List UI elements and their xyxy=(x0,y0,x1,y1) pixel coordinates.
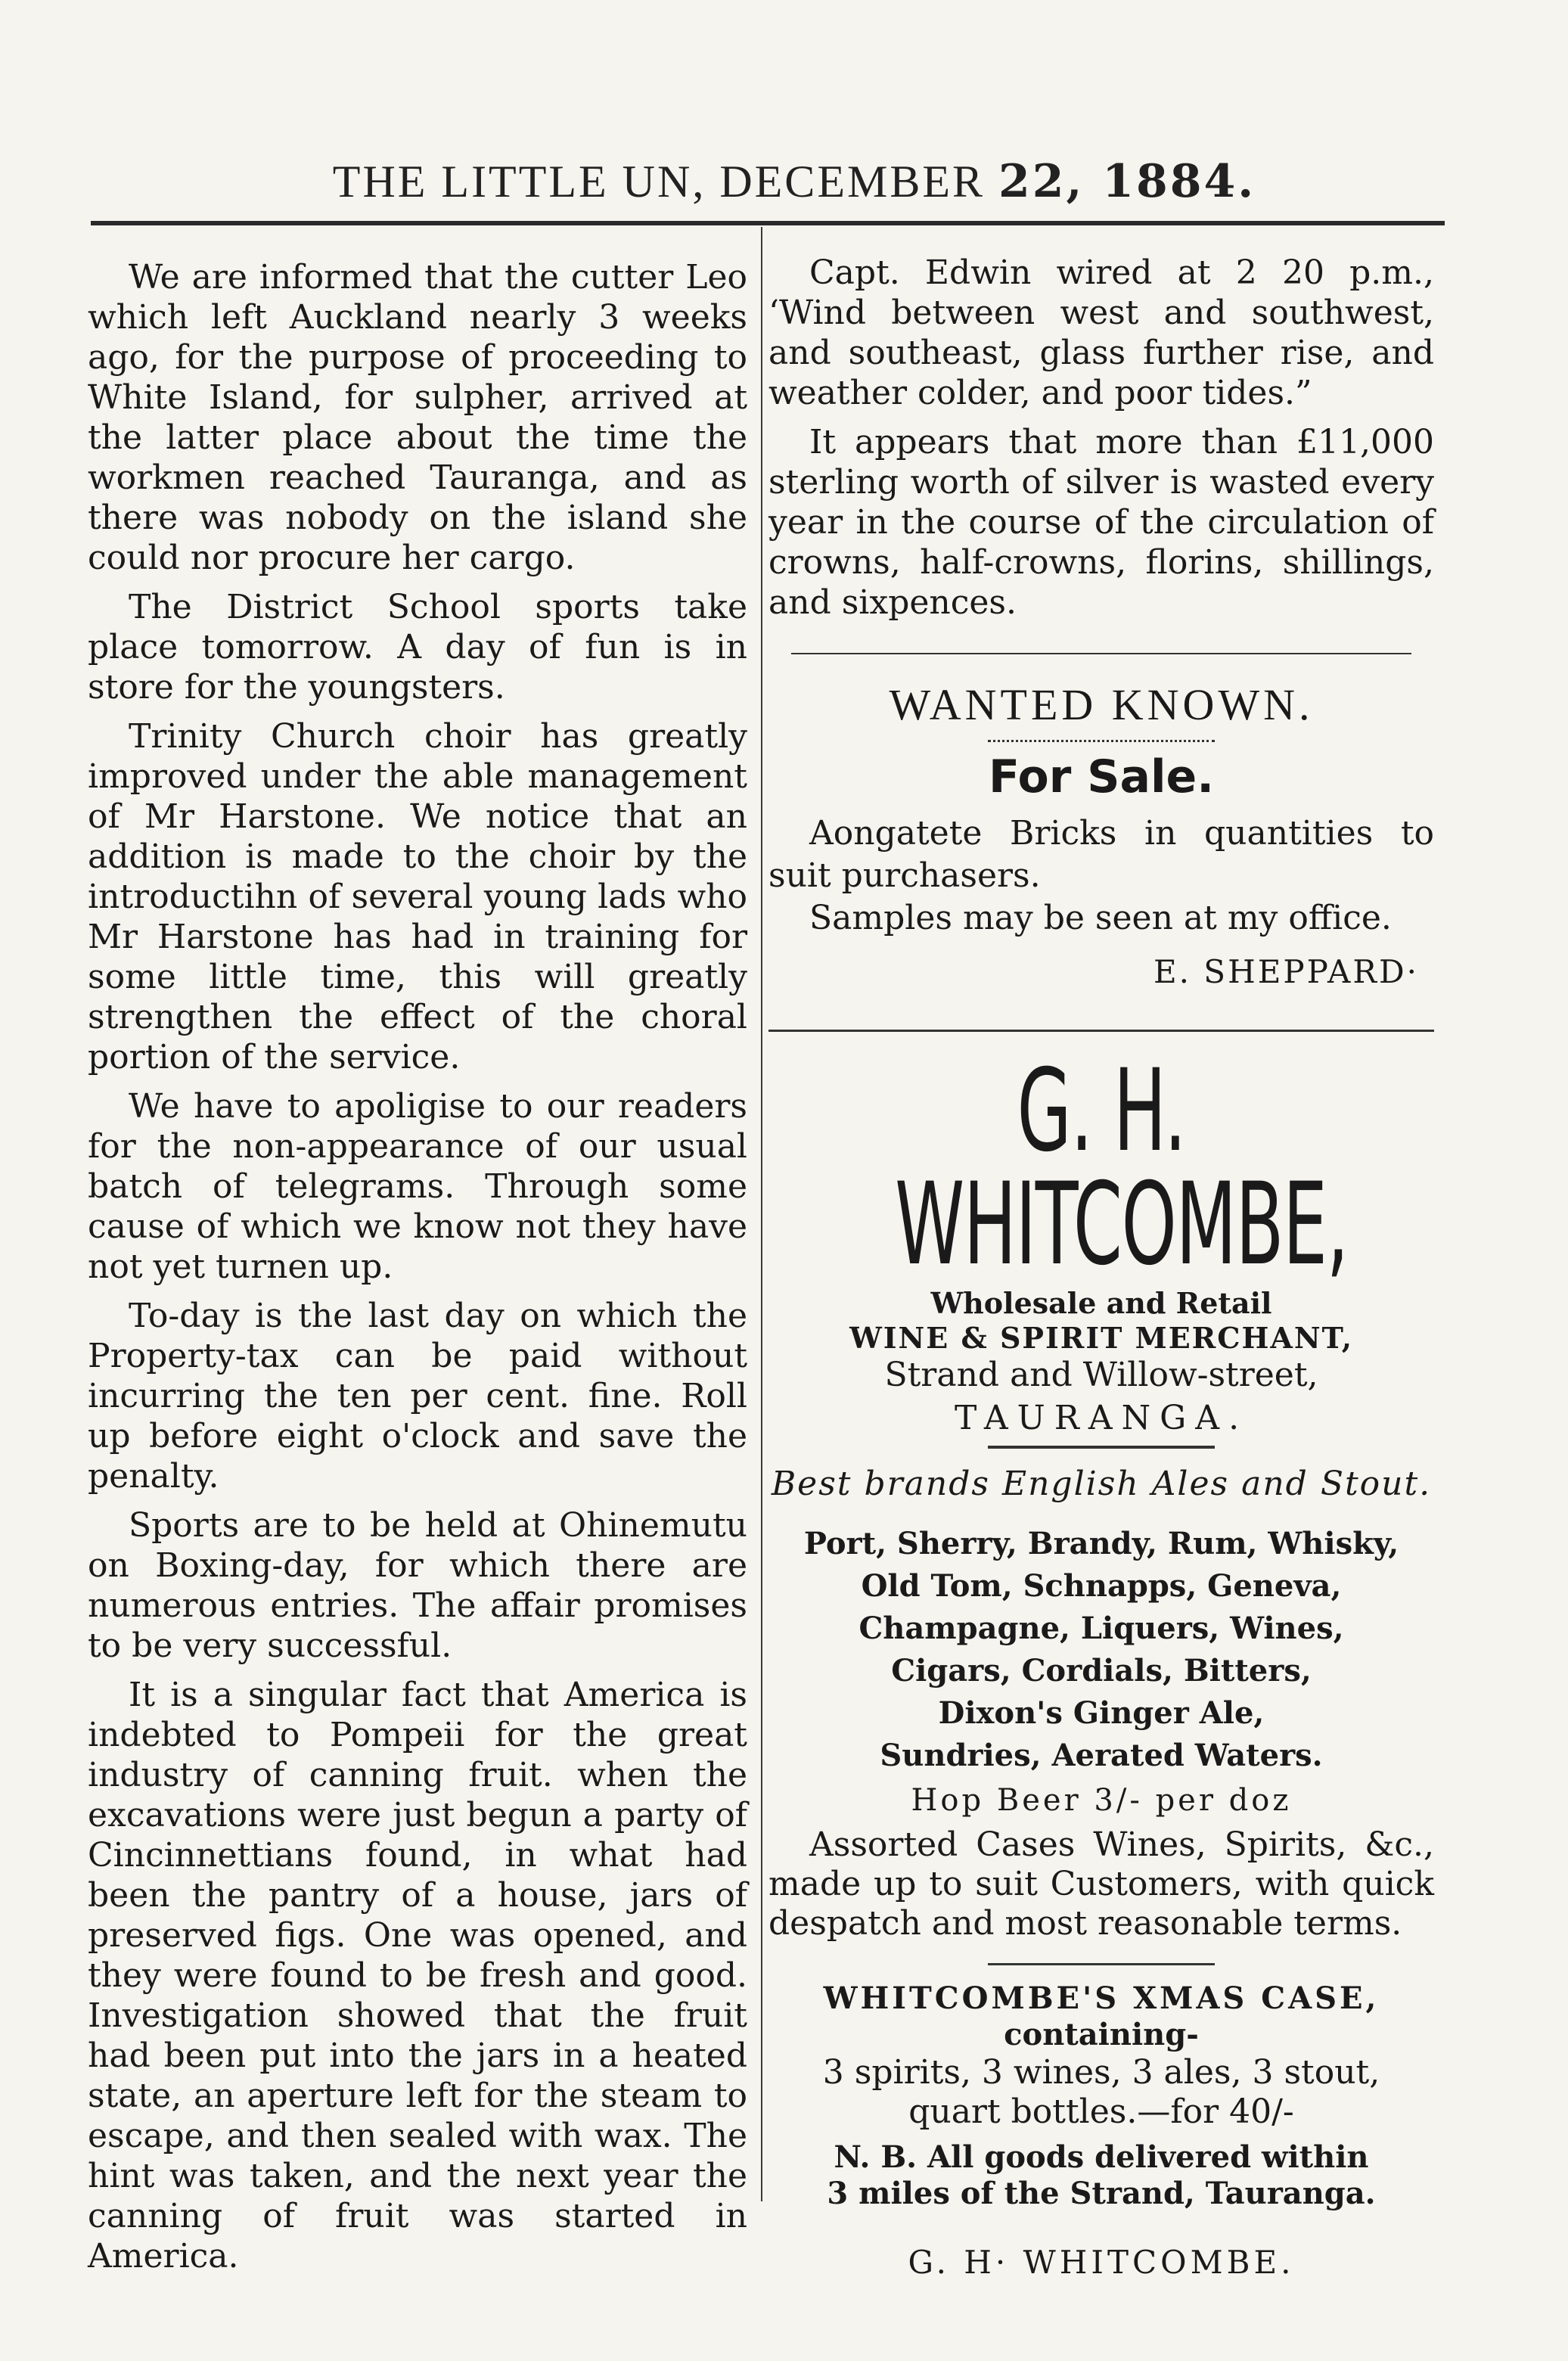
masthead-month: DECEMBER xyxy=(719,157,986,207)
decorative-rule xyxy=(988,1446,1215,1449)
address-line: Strand and Willow-street, xyxy=(884,1356,1318,1394)
masthead-rule xyxy=(91,221,1445,225)
xmas-contents: 3 spirits, 3 wines, 3 ales, 3 stout, xyxy=(822,2053,1380,2092)
product-line: Cigars, Cordials, Bitters, xyxy=(891,1653,1312,1688)
ad-line: Samples may be seen at my office. xyxy=(809,899,1392,937)
trade-line: WINE & SPIRIT MERCHANT, xyxy=(849,1321,1353,1355)
article-paragraph: The District School sports take place tomorrow. A day of fun is in store for the youngsters. xyxy=(88,588,747,707)
wanted-known-ad xyxy=(768,680,1434,992)
article-paragraph: To-day is the last day on which the Property-tax can be paid without incurring the ten per cent. fine. Roll up before eight o'clock and save the penalty. xyxy=(88,1297,747,1496)
section-separator xyxy=(768,1030,1434,1032)
best-brands-line: Best brands English Ales and Stout. xyxy=(771,1465,1432,1503)
trade-line: Wholesale and Retail xyxy=(930,1286,1272,1320)
ad-signature: E. SHEPPARD· xyxy=(1153,953,1419,990)
xmas-contents: quart bottles.—for 40/- xyxy=(908,2092,1294,2131)
masthead xyxy=(227,155,1362,208)
xmas-containing: containing- xyxy=(1004,2017,1199,2052)
wanted-heading: WANTED KNOWN. xyxy=(889,680,1314,729)
product-line: Champagne, Liquers, Wines, xyxy=(859,1611,1344,1646)
article-paragraph: It is a singular fact that America is indebted to Pompeii for the great industry of canning fruit. when the excavations were just begun a party of Cincinnettians found, in what had been the pantry of a house, jars of preserved figs. One was opened, and they were found to be fresh and good. Investigation showed that the fruit had been put into the jars in a heated state, an aperture left for the steam to escape, and then sealed with wax. The hint was taken, and the next year the canning of fruit was started in America. xyxy=(88,1676,747,2276)
masthead-date: 22, 1884. xyxy=(998,155,1256,208)
hop-beer-line: Hop Beer 3/- per doz xyxy=(911,1783,1292,1818)
article-paragraph: Capt. Edwin wired at 2 20 p.m., ‘Wind between west and southwest, and southeast, glass further rise, and weather colder, and poor tides.” xyxy=(768,253,1434,412)
whitcombe-ad xyxy=(768,1045,1434,2282)
xmas-case-title: WHITCOMBE'S XMAS CASE, xyxy=(823,1980,1380,2016)
section-separator xyxy=(791,653,1411,654)
delivery-note: N. B. All goods delivered within xyxy=(834,2139,1369,2175)
left-column xyxy=(88,257,747,2285)
ad-signature: G. H· WHITCOMBE. xyxy=(908,2244,1295,2281)
product-line: Old Tom, Schnapps, Geneva, xyxy=(861,1568,1342,1604)
product-line: Sundries, Aerated Waters. xyxy=(880,1738,1323,1773)
assorted-cases-text: Assorted Cases Wines, Spirits, &c., made up to suit Customers, with quick despatch and most reasonable terms. xyxy=(768,1825,1434,1943)
article-paragraph: It appears that more than £11,000 sterling worth of silver is wasted every year in the course of the circulation of crowns, half-crowns, florins, shillings, and sixpences. xyxy=(768,423,1434,622)
article-paragraph: We are informed that the cutter Leo which left Auckland nearly 3 weeks ago, for the purpose of proceeding to White Island, for sulpher, arrived at the latter place about the time the workmen reached Tauranga, and as there was nobody on the island she could nor procure her cargo. xyxy=(88,258,747,577)
right-column xyxy=(768,253,1434,2282)
article-paragraph: We have to apoligise to our readers for the non-appearance of our usual batch of telegrams. Through some cause of which we know not they have not yet turnen up. xyxy=(88,1087,747,1286)
product-line: Port, Sherry, Brandy, Rum, Whisky, xyxy=(803,1526,1399,1561)
for-sale-heading: For Sale. xyxy=(988,750,1214,803)
masthead-title: THE LITTLE UN, xyxy=(332,157,706,207)
article-paragraph: Sports are to be held at Ohinemutu on Boxing-day, for which there are numerous entries. The affair promises to be very successful. xyxy=(88,1506,747,1665)
merchant-name: G. H. WHITCOMBE, xyxy=(895,1045,1348,1291)
decorative-rule xyxy=(988,1963,1215,1965)
article-paragraph: Trinity Church choir has greatly improved under the able management of Mr Harstone. We notice that an addition is made to the choir by the introductihn of several young lads who Mr Harstone has had in training for some little time, this will greatly strengthen the effect of the choral portion of the service. xyxy=(88,717,747,1076)
decorative-rule xyxy=(988,732,1215,742)
town-line: TAURANGA. xyxy=(954,1399,1249,1437)
ad-line: Aongatete Bricks in quantities to suit purchasers. xyxy=(768,814,1434,895)
product-line: Dixon's Ginger Ale, xyxy=(938,1695,1265,1731)
column-divider xyxy=(761,227,762,2201)
delivery-note: 3 miles of the Strand, Tauranga. xyxy=(827,2176,1376,2211)
